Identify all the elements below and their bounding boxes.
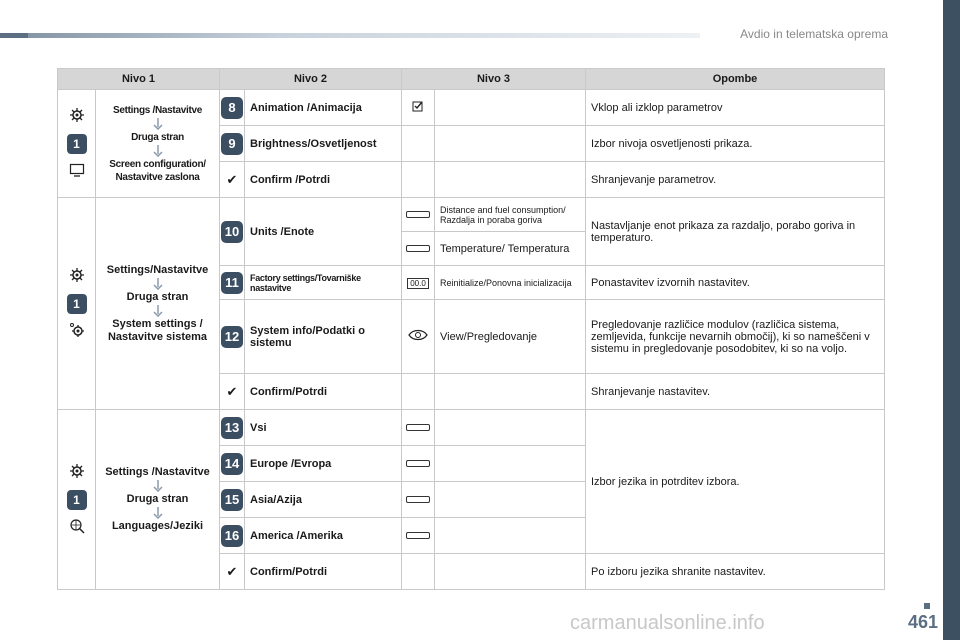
note: Vklop ali izklop parametrov (586, 90, 885, 126)
level2-label: Brightness/Osvetljenost (245, 126, 402, 162)
table-header (58, 69, 885, 90)
settings-gear-icon (69, 463, 85, 479)
note: Ponastavitev izvornih nastavitev. (586, 266, 885, 300)
level1-icons (58, 198, 96, 410)
toggle-bar-icon (406, 460, 430, 467)
level1-badge: 1 (67, 294, 87, 314)
toggle-bar-icon (406, 211, 430, 218)
note: Izbor jezika in potrditev izbora. (586, 410, 885, 554)
level3-label: View/Pregledovanje (435, 300, 586, 374)
toggle-bar-icon (406, 424, 430, 431)
table-row (58, 90, 885, 126)
level1-badge: 1 (67, 490, 87, 510)
level3-label (435, 126, 586, 162)
level2-label: America /Amerika (245, 518, 402, 554)
item-badge: 13 (221, 417, 243, 439)
table-row (58, 198, 885, 232)
arrow-down-icon (153, 480, 163, 492)
level3-label (435, 90, 586, 126)
level2-label: Vsi (245, 410, 402, 446)
path-step: Settings /Nastavitve (112, 104, 203, 116)
settings-table (57, 68, 885, 590)
path-step: Settings /Nastavitve (105, 466, 210, 478)
language-icon (69, 518, 85, 534)
col-level2: Nivo 2 (220, 69, 402, 90)
checkmark-icon: ✔ (226, 563, 238, 579)
reset-counter-icon: 00.0 (407, 278, 429, 289)
level2-label: System info/Podatki o sistemu (245, 300, 402, 374)
col-level1: Nivo 1 (58, 69, 220, 90)
level2-label: Confirm/Potrdi (245, 374, 402, 410)
path-step: Settings/Nastavitve (106, 263, 209, 276)
level3-label (435, 162, 586, 198)
page-edge-bar (943, 0, 960, 640)
path-step: Screen configuration/ Nastavitve zaslona (109, 158, 206, 183)
header-bar (0, 33, 700, 38)
level3-label (435, 374, 586, 410)
level1-badge: 1 (67, 134, 87, 154)
item-badge: 14 (221, 453, 243, 475)
section-title: Avdio in telematska oprema (740, 27, 888, 41)
level2-label: Units /Enote (245, 198, 402, 266)
item-badge: 8 (221, 97, 243, 119)
col-level3: Nivo 3 (402, 69, 586, 90)
item-badge: 10 (221, 221, 243, 243)
level2-label: Confirm/Potrdi (245, 554, 402, 590)
header-bar-accent (0, 33, 28, 38)
eye-icon (408, 329, 428, 341)
note: Pregledovanje različice modulov (različica sistema, zemljevida, funkcije nevarnih območij), ki so nameščeni v sistemu in pregledovanje posodobitev, ki so na voljo. (586, 300, 885, 374)
settings-gear-icon (69, 107, 85, 123)
note: Po izboru jezika shranite nastavitev. (586, 554, 885, 590)
level2-label: Asia/Azija (245, 482, 402, 518)
level3-label: Temperature/ Temperatura (435, 232, 586, 266)
level2-label: Europe /Evropa (245, 446, 402, 482)
item-badge: 15 (221, 489, 243, 511)
item-badge: 16 (221, 525, 243, 547)
level1-path (96, 90, 220, 198)
level2-label: Confirm /Potrdi (245, 162, 402, 198)
checkmark-icon: ✔ (226, 383, 238, 399)
checkbox-icon (412, 100, 424, 112)
note: Shranjevanje parametrov. (586, 162, 885, 198)
settings-gear-icon (69, 267, 85, 283)
note: Shranjevanje nastavitev. (586, 374, 885, 410)
system-gear-icon (69, 322, 85, 338)
level2-label: Animation /Animacija (245, 90, 402, 126)
arrow-down-icon (153, 145, 163, 157)
arrow-down-icon (153, 118, 163, 130)
level1-path (96, 410, 220, 590)
path-step: System settings / Nastavitve sistema (107, 317, 208, 343)
toggle-bar-icon (406, 496, 430, 503)
table-row (58, 410, 885, 446)
page-marker (924, 603, 930, 609)
toggle-bar-icon (406, 532, 430, 539)
path-step: Languages/Jeziki (111, 520, 204, 532)
path-step: Druga stran (126, 493, 189, 505)
level1-path (96, 198, 220, 410)
arrow-down-icon (153, 305, 163, 317)
level3-label: Distance and fuel consumption/ Razdalja in poraba goriva (435, 198, 586, 232)
toggle-bar-icon (406, 245, 430, 252)
item-badge: 9 (221, 133, 243, 155)
col-notes: Opombe (586, 69, 885, 90)
level2-label: Factory settings/Tovarniške nastavitve (245, 266, 402, 300)
arrow-down-icon (153, 278, 163, 290)
checkmark-icon: ✔ (226, 171, 238, 187)
level1-icons (58, 410, 96, 590)
note: Izbor nivoja osvetljenosti prikaza. (586, 126, 885, 162)
path-step: Druga stran (131, 131, 184, 143)
arrow-down-icon (153, 507, 163, 519)
page-number: 461 (907, 612, 938, 632)
path-step: Druga stran (126, 290, 189, 303)
note: Nastavljanje enot prikaza za razdaljo, porabo goriva in temperaturo. (586, 198, 885, 266)
level1-icons (58, 90, 96, 198)
item-badge: 11 (221, 272, 243, 294)
monitor-icon (69, 162, 85, 178)
item-badge: 12 (221, 326, 243, 348)
watermark: carmanualsonline.info (570, 612, 765, 634)
level3-label: Reinitialize/Ponovna inicializacija (435, 266, 586, 300)
